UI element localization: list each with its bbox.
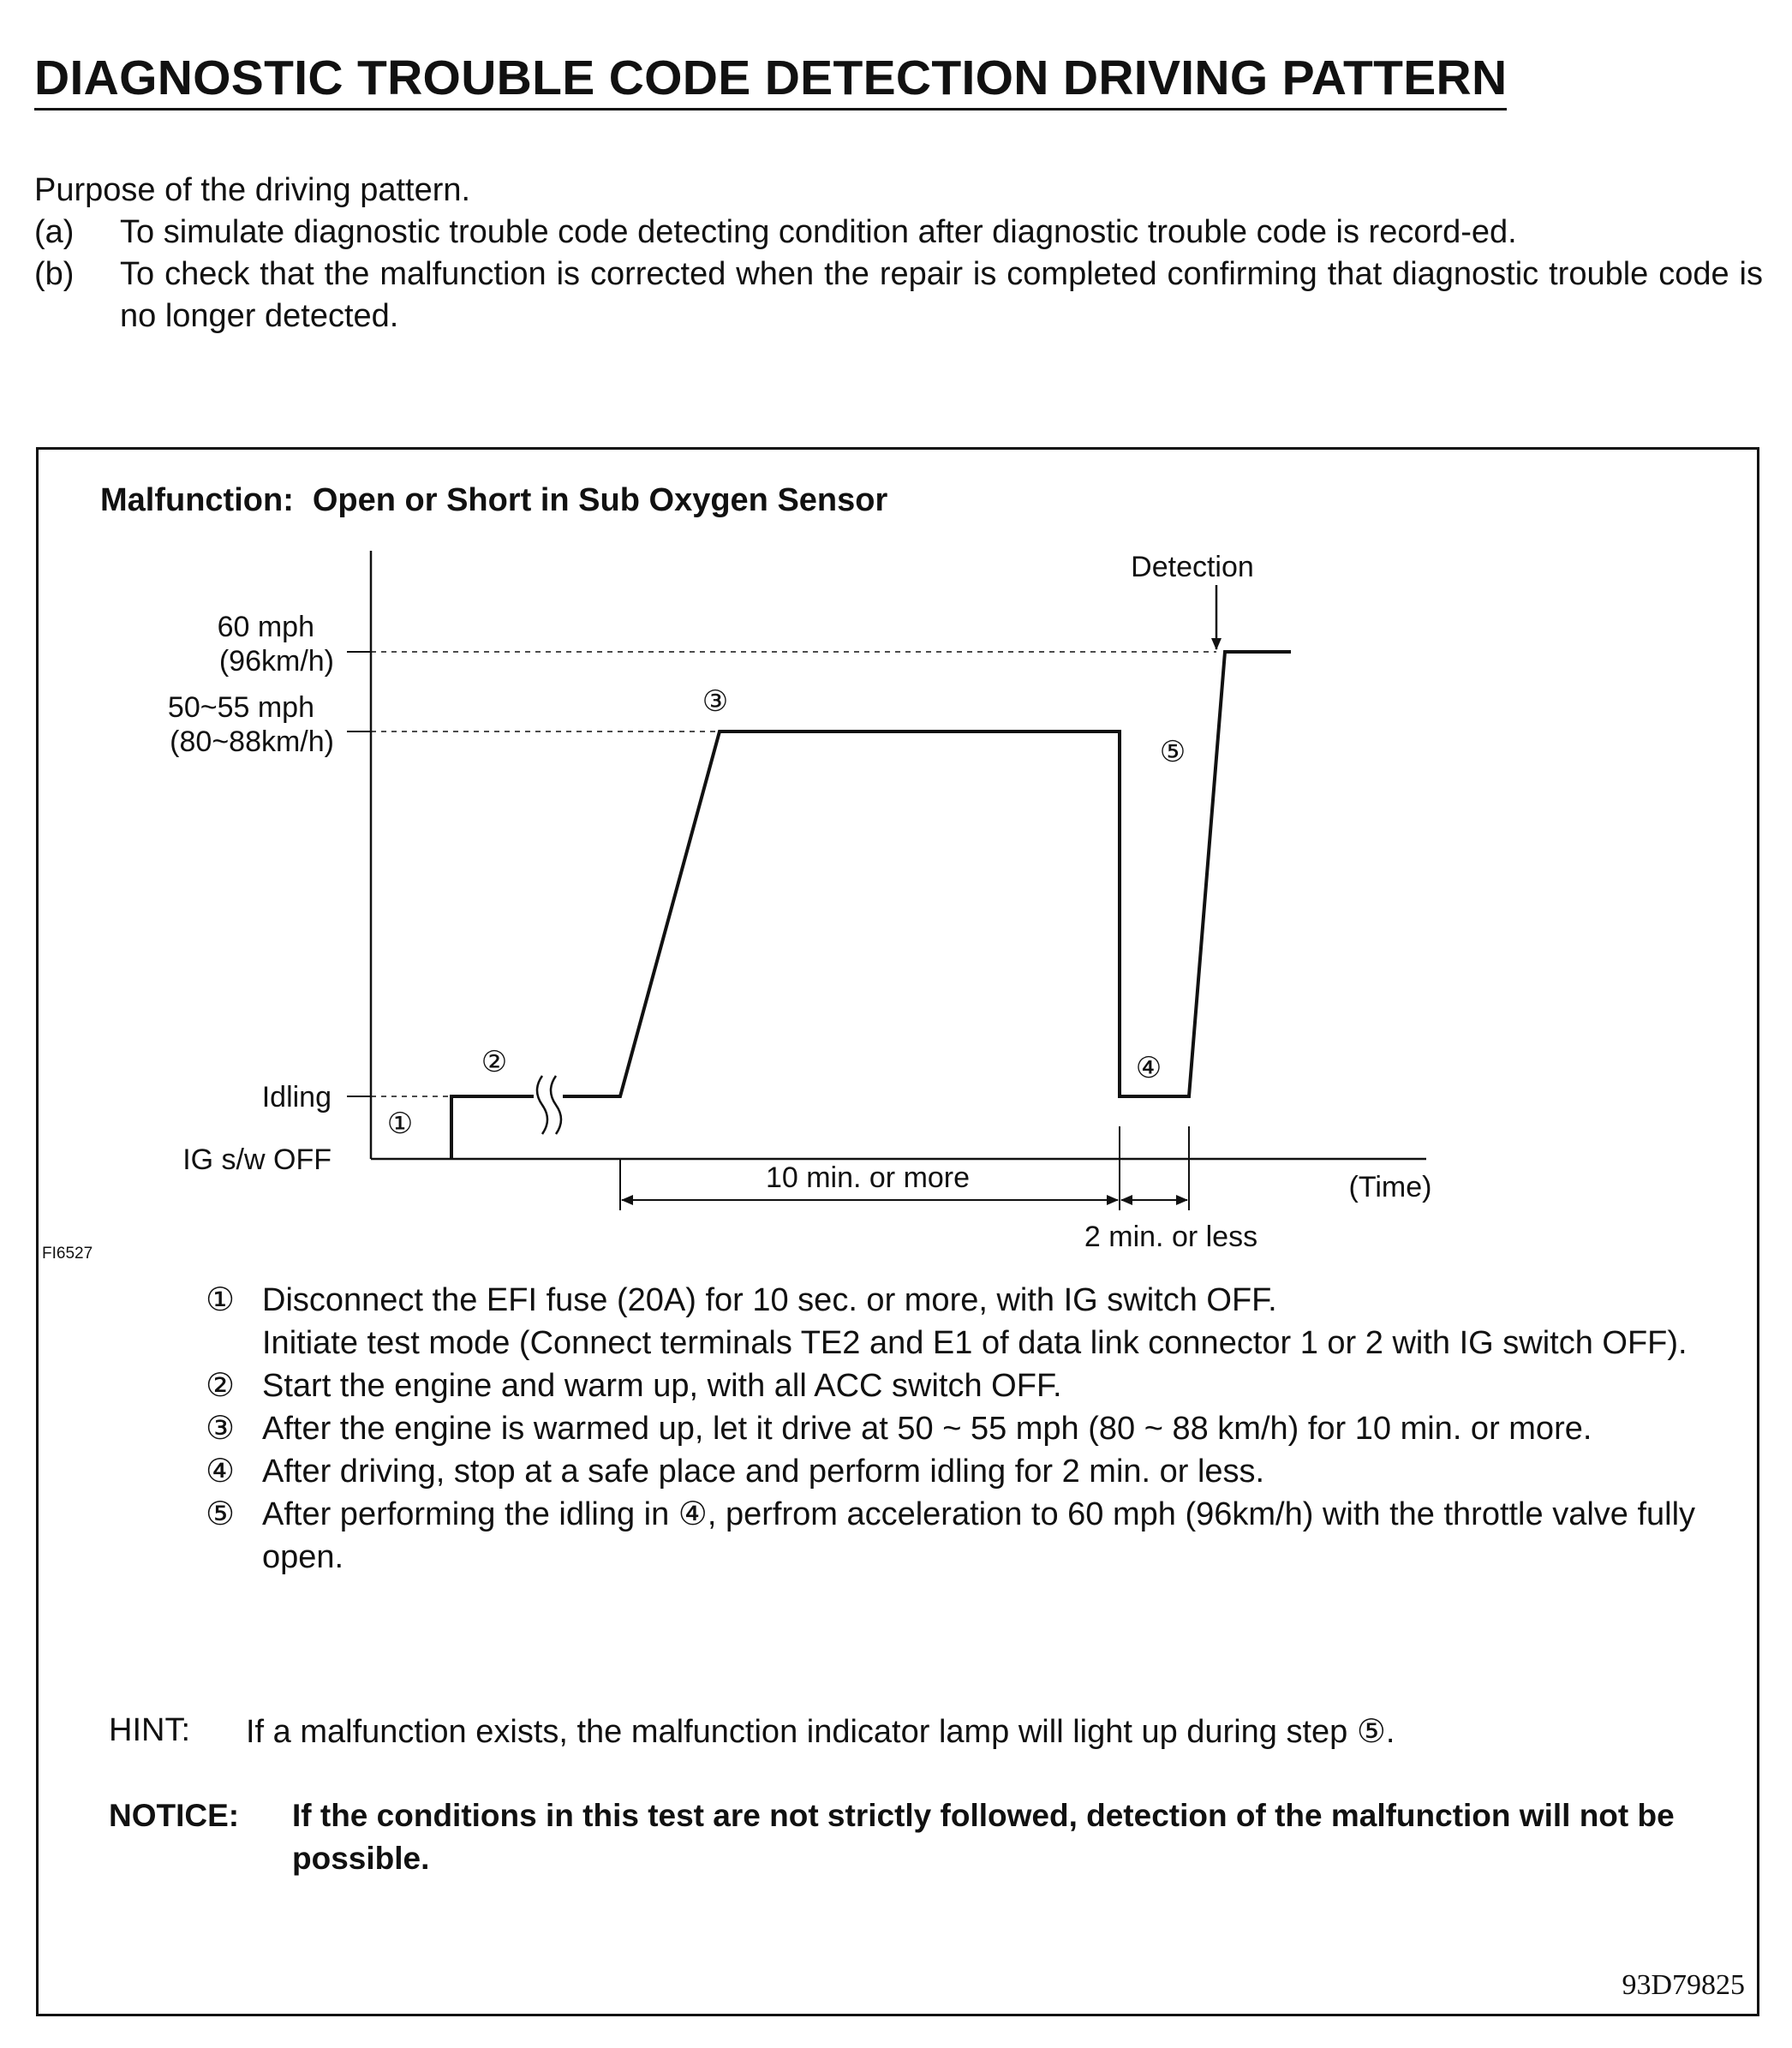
step-marker-2: ②	[481, 1046, 508, 1078]
notice	[109, 1794, 1779, 1880]
y-label-80-88kmh: (80~88km/h)	[170, 725, 334, 758]
step-item	[206, 1450, 1739, 1493]
purpose-heading: Purpose of the driving pattern.	[34, 172, 471, 208]
hint	[109, 1712, 1736, 1751]
speed-trace-start	[451, 1096, 534, 1159]
y-label-50-55mph: 50~55 mph	[167, 691, 314, 724]
speed-trace-main	[563, 652, 1291, 1096]
purpose-item-label: (b)	[34, 256, 75, 292]
step-item	[206, 1493, 1739, 1579]
y-label-ig-off: IG s/w OFF	[182, 1143, 332, 1176]
malfunction-label: Malfunction:	[100, 482, 294, 518]
step-number: ③	[206, 1411, 236, 1447]
figure-id: FI6527	[42, 1245, 93, 1263]
malfunction-value: Open or Short in Sub Oxygen Sensor	[312, 482, 888, 518]
step-number: ⑤	[206, 1496, 236, 1532]
step-item	[206, 1364, 1739, 1407]
step-marker-1: ①	[386, 1108, 414, 1140]
page-title: DIAGNOSTIC TROUBLE CODE DETECTION DRIVING PATTERN	[34, 53, 1507, 110]
document-code: 93D79825	[1622, 1969, 1745, 2001]
step-number: ②	[206, 1368, 236, 1404]
step-text	[262, 1407, 1739, 1450]
step-line: After performing the idling in ④, perfrom acceleration to 60 mph (96km/h) with the throttle valve fully open.	[262, 1496, 1696, 1575]
purpose-item-a	[34, 212, 1763, 254]
driving-pattern-chart	[39, 450, 1757, 1306]
step-text	[262, 1364, 1739, 1407]
break-symbol	[537, 1076, 561, 1134]
hint-text: If a malfunction exists, the malfunction indicator lamp will light up during step ⑤.	[246, 1714, 1395, 1750]
purpose-item-label: (a)	[34, 214, 75, 250]
purpose-item-text: To simulate diagnostic trouble code detecting condition after diagnostic trouble code is record-ed.	[120, 214, 1517, 250]
notice-text: If the conditions in this test are not strictly followed, detection of the malfunction will not be possible.	[292, 1798, 1675, 1876]
y-label-idling: Idling	[261, 1081, 332, 1114]
step-marker-5: ⑤	[1159, 736, 1186, 768]
driving-pattern-box	[36, 447, 1759, 2016]
step-line: Start the engine and warm up, with all ACC switch OFF.	[262, 1368, 1062, 1404]
y-label-96kmh: (96km/h)	[218, 645, 334, 678]
notice-label: NOTICE:	[109, 1798, 240, 1833]
intro-section	[34, 170, 1763, 337]
step-line: After the engine is warmed up, let it drive at 50 ~ 55 mph (80 ~ 88 km/h) for 10 min. or more.	[262, 1411, 1592, 1447]
step-item	[206, 1407, 1739, 1450]
step-text	[262, 1279, 1739, 1364]
y-label-60mph: 60 mph	[217, 611, 314, 643]
purpose-item-text: To check that the malfunction is corrected when the repair is completed confirming that diagnostic trouble code is no longer detected.	[120, 256, 1763, 334]
x-axis-label: (Time)	[1348, 1171, 1432, 1203]
step-line: Initiate test mode (Connect terminals TE2 and E1 of data link connector 1 or 2 with IG switch OFF).	[262, 1325, 1687, 1361]
detection-label: Detection	[1131, 551, 1254, 583]
step-text	[262, 1450, 1739, 1493]
step-marker-3: ③	[702, 685, 729, 718]
step-list	[206, 1279, 1739, 1579]
span-idle-label: 2 min. or less	[1084, 1221, 1258, 1253]
step-number: ④	[206, 1454, 236, 1490]
hint-label: HINT:	[109, 1712, 190, 1748]
step-text	[262, 1493, 1739, 1579]
span-cruise-label: 10 min. or more	[765, 1161, 971, 1194]
step-item	[206, 1279, 1739, 1364]
step-number: ①	[206, 1282, 236, 1318]
step-marker-4: ④	[1135, 1052, 1162, 1084]
purpose-item-b	[34, 254, 1763, 337]
step-line: After driving, stop at a safe place and perform idling for 2 min. or less.	[262, 1454, 1265, 1490]
step-line: Disconnect the EFI fuse (20A) for 10 sec. or more, with IG switch OFF.	[262, 1282, 1277, 1318]
